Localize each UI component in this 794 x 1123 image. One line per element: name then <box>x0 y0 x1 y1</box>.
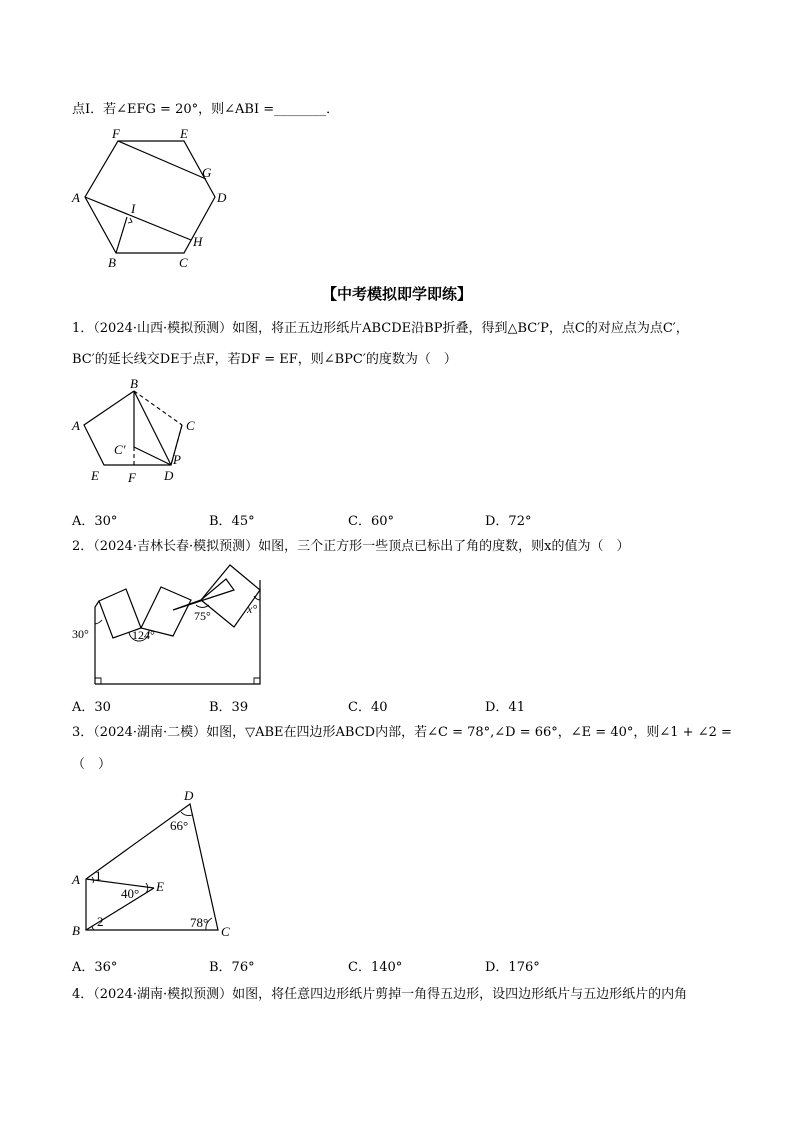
q3-option-d: D．176° <box>485 960 540 975</box>
q2-angle-30: 30° <box>72 627 89 641</box>
q3-angle-40: 40° <box>121 886 140 901</box>
q1-label-A: A <box>72 418 80 433</box>
intro-text: 点I．若∠EFG = 20°，则∠ABI =________． <box>72 102 340 117</box>
q2-angle-x: x° <box>247 602 258 616</box>
hexagon-figure <box>60 122 240 272</box>
q1-line1: 1．（2024·山西·模拟预测）如图，将正五边形纸片ABCDE沿BP折叠，得到△BC′P，点C的对应点为点C′， <box>72 321 689 336</box>
label-A: A <box>72 190 80 205</box>
quadrilateral-figure <box>66 784 246 944</box>
label-H: H <box>193 234 203 249</box>
q2-option-d: D．41 <box>485 700 525 715</box>
q3-angle-78: 78° <box>190 915 209 930</box>
q3-label-A: A <box>72 872 80 887</box>
q2-line1: 2．（2024·吉林长春·模拟预测）如图，三个正方形一些顶点已标出了角的度数，则x的值为（ ） <box>72 539 630 554</box>
q2-option-a: A．30 <box>72 700 111 715</box>
q1-label-B: B <box>130 376 138 391</box>
q3-label-E: E <box>156 879 164 894</box>
section-title: 【中考模拟即学即练】 <box>321 285 472 303</box>
q3-option-a: A．36° <box>72 960 118 975</box>
squares-figure <box>68 560 268 690</box>
q4-line1: 4．（2024·湖南·模拟预测）如图，将任意四边形纸片剪掉一角得五边形，设四边形纸片与五边形纸片的内角 <box>72 987 688 1002</box>
q1-line2: BC′的延长线交DE于点F，若DF = EF，则∠BPC′的度数为（ ） <box>72 352 457 367</box>
label-E: E <box>180 126 188 141</box>
q3-label-D: D <box>184 788 194 803</box>
q3-angle-66: 66° <box>170 818 189 833</box>
label-F: F <box>112 126 120 141</box>
q3-option-b: B．76° <box>209 960 255 975</box>
label-B: B <box>108 255 116 270</box>
q3-line1: 3．（2024·湖南·二模）如图，▽ABE在四边形ABCD内部，若∠C = 78°,∠D = 66°，∠E = 40°，则∠1 + ∠2 = <box>72 725 732 740</box>
label-C: C <box>179 255 188 270</box>
label-I: I <box>131 201 136 216</box>
q2-option-b: B．39 <box>209 700 249 715</box>
q1-label-F: F <box>128 470 136 485</box>
pentagon-figure <box>60 372 220 502</box>
q2-angle-124: 124° <box>132 628 155 642</box>
q1-label-E: E <box>91 468 99 483</box>
label-D: D <box>217 190 227 205</box>
q3-label-B: B <box>72 923 80 938</box>
q3-line2: （ ） <box>72 757 112 772</box>
q3-option-c: C．140° <box>348 960 403 975</box>
q1-label-C: C <box>186 418 195 433</box>
label-G: G <box>202 165 212 180</box>
q1-option-d: D．72° <box>485 514 532 529</box>
q2-option-c: C．40 <box>348 700 388 715</box>
q1-label-D: D <box>164 468 174 483</box>
q1-option-c: C．60° <box>348 514 394 529</box>
q3-label-C: C <box>221 924 230 939</box>
q1-label-C-prime: C′ <box>114 442 126 457</box>
q3-angle-1: 1 <box>95 868 102 883</box>
q1-option-b: B．45° <box>209 514 255 529</box>
q2-angle-75: 75° <box>194 609 211 623</box>
q1-option-a: A．30° <box>72 514 118 529</box>
q1-label-P: P <box>173 452 181 467</box>
q3-angle-2: 2 <box>97 914 104 929</box>
